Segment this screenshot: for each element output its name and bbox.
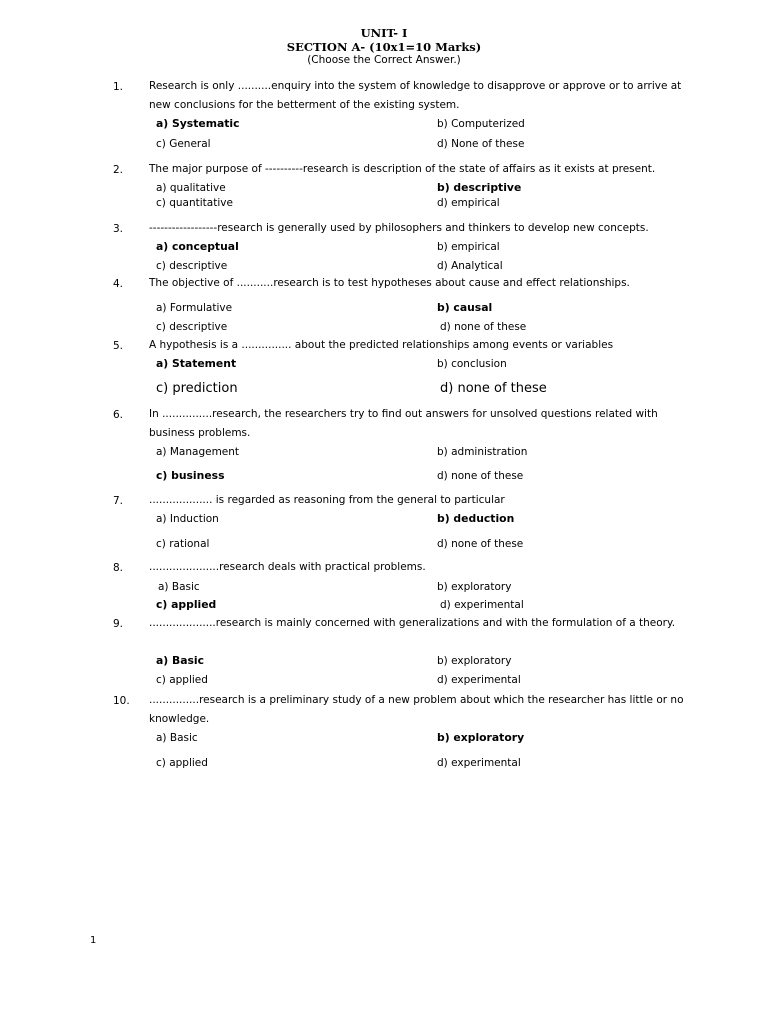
- option-d: d) None of these: [437, 138, 525, 150]
- option-c: c) business: [156, 469, 225, 482]
- option-a: a) Statement: [156, 357, 237, 370]
- option-b: b) empirical: [437, 241, 500, 253]
- option-c: c) quantitative: [156, 197, 233, 209]
- option-b: b) administration: [437, 446, 528, 458]
- option-b: b) exploratory: [437, 581, 512, 593]
- option-a: a) Basic: [158, 581, 200, 593]
- option-c: c) General: [156, 138, 211, 150]
- question-text: .....................research deals with practical problems.: [149, 561, 426, 573]
- option-c: c) rational: [156, 538, 210, 550]
- option-c: c) applied: [156, 598, 217, 611]
- option-b: b) conclusion: [437, 358, 507, 370]
- question-text: A hypothesis is a ............... about the predicted relationships among events or variables: [149, 339, 614, 351]
- page-header: [0, 26, 768, 67]
- option-c: c) descriptive: [156, 321, 228, 333]
- option-b: b) exploratory: [437, 655, 512, 667]
- option-a: a) Systematic: [156, 117, 240, 130]
- instruction-text: (Choose the Correct Answer.): [307, 54, 461, 66]
- question-number: 6.: [113, 409, 124, 421]
- option-a: a) Management: [156, 446, 240, 458]
- option-b: b) descriptive: [437, 181, 522, 194]
- question-text: Research is only ..........enquiry into the system of knowledge to disapprove or approve or to arrive at new conclusions for the betterment of the existing system.: [149, 80, 682, 111]
- question-text: The objective of ...........research is to test hypotheses about cause and effect relationships.: [149, 277, 630, 289]
- option-d: d) experimental: [437, 757, 521, 769]
- option-a: a) Induction: [156, 513, 219, 525]
- question-text: In ...............research, the researchers try to find out answers for unsolved questions related with business problems.: [149, 408, 658, 439]
- option-d: d) Analytical: [437, 260, 503, 272]
- option-a: a) Basic: [156, 654, 205, 667]
- question-text: The major purpose of ----------research is description of the state of affairs as it exists at present.: [149, 163, 656, 175]
- question-number: 2.: [113, 164, 124, 176]
- option-d: d) none of these: [437, 470, 524, 482]
- option-b: b) causal: [437, 301, 493, 314]
- option-b: b) deduction: [437, 512, 515, 525]
- option-d: d) experimental: [440, 599, 524, 611]
- question-number: 7.: [113, 495, 124, 507]
- question-number: 1.: [113, 81, 124, 93]
- option-d: d) none of these: [440, 321, 527, 333]
- question-number: 8.: [113, 562, 124, 574]
- section-title: SECTION A- (10x1=10 Marks): [286, 40, 482, 54]
- option-c: c) prediction: [156, 381, 238, 396]
- option-d: d) none of these: [437, 538, 524, 550]
- question-text: ....................research is mainly concerned with generalizations and with the formulation of a theory.: [149, 617, 676, 629]
- option-b: b) Computerized: [437, 118, 525, 130]
- question-number: 4.: [113, 278, 124, 290]
- question-number: 5.: [113, 340, 124, 352]
- option-c: c) descriptive: [156, 260, 228, 272]
- question-number: 9.: [113, 618, 124, 630]
- question-number: 10.: [113, 695, 130, 707]
- question-text: ...............research is a preliminary study of a new problem about which the researcher has little or no knowledge.: [149, 694, 684, 725]
- question-text: ................... is regarded as reasoning from the general to particular: [149, 494, 505, 506]
- unit-title: UNIT- I: [360, 26, 408, 40]
- option-c: c) applied: [156, 757, 208, 769]
- option-a: a) Basic: [156, 732, 198, 744]
- question-number: 3.: [113, 223, 124, 235]
- question-text: ------------------research is generally used by philosophers and thinkers to develop new concepts.: [149, 222, 649, 234]
- option-a: a) Formulative: [156, 302, 233, 314]
- option-c: c) applied: [156, 674, 208, 686]
- option-a: a) qualitative: [156, 182, 226, 194]
- option-d: d) experimental: [437, 674, 521, 686]
- option-b: b) exploratory: [437, 731, 525, 744]
- option-d: d) none of these: [440, 381, 547, 396]
- option-d: d) empirical: [437, 197, 500, 209]
- page-number: 1: [90, 935, 97, 946]
- option-a: a) conceptual: [156, 240, 239, 253]
